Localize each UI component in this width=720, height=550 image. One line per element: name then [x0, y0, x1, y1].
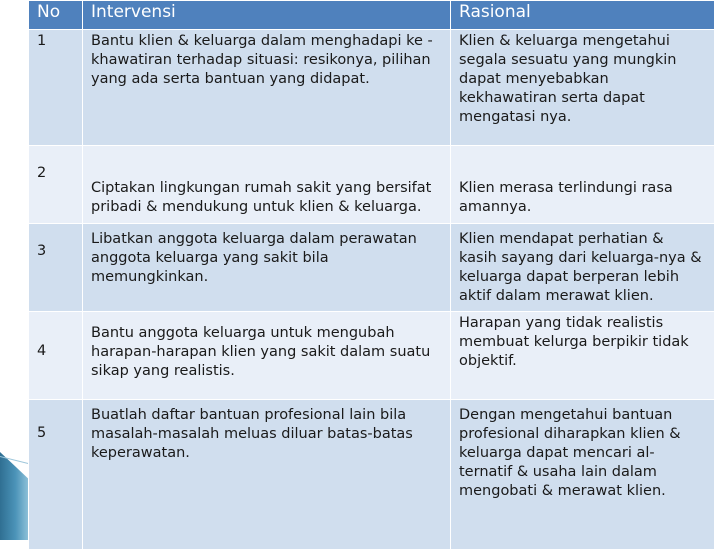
rasional-cell: Klien & keluarga mengetahui segala sesuatu yang mungkin dapat menyebabkan kekhawatiran serta dapat mengatasi nya.	[451, 30, 715, 146]
intervensi-cell: Bantu anggota keluarga untuk mengubah harapan-harapan klien yang sakit dalam suatu sikap yang realistis.	[83, 312, 451, 400]
intervensi-cell: Bantu klien & keluarga dalam menghadapi ke -khawatiran terhadap situasi: resikonya, pilihan yang ada serta bantuan yang didapat.	[83, 30, 451, 146]
row-number: 2	[29, 146, 83, 224]
row-number: 5	[29, 400, 83, 550]
rasional-cell: Klien merasa terlindungi rasa amannya.	[451, 146, 715, 224]
intervention-table	[28, 0, 715, 550]
table-row	[29, 224, 715, 312]
table-row	[29, 30, 715, 146]
header-rasional: Rasional	[451, 1, 715, 30]
table-header-row	[29, 1, 715, 30]
slide-corner-decoration	[0, 452, 28, 540]
header-no: No	[29, 1, 83, 30]
intervensi-cell: Libatkan anggota keluarga dalam perawatan anggota keluarga yang sakit bila memungkinkan.	[83, 224, 451, 312]
table-row	[29, 146, 715, 224]
header-intervensi: Intervensi	[83, 1, 451, 30]
intervensi-cell: Buatlah daftar bantuan profesional lain bila masalah-masalah meluas diluar batas-batas keperawatan.	[83, 400, 451, 550]
rasional-cell: Klien mendapat perhatian & kasih sayang dari keluarga-nya & keluarga dapat berperan lebih aktif dalam merawat klien.	[451, 224, 715, 312]
rasional-cell: Dengan mengetahui bantuan profesional diharapkan klien & keluarga dapat mencari al-ternatif & usaha lain dalam mengobati & merawat klien.	[451, 400, 715, 550]
rasional-cell: Harapan yang tidak realistis membuat kelurga berpikir tidak objektif.	[451, 312, 715, 400]
row-number: 3	[29, 224, 83, 312]
row-number: 4	[29, 312, 83, 400]
table-row	[29, 312, 715, 400]
table-row	[29, 400, 715, 550]
row-number: 1	[29, 30, 83, 146]
intervensi-cell: Ciptakan lingkungan rumah sakit yang bersifat pribadi & mendukung untuk klien & keluarga.	[83, 146, 451, 224]
